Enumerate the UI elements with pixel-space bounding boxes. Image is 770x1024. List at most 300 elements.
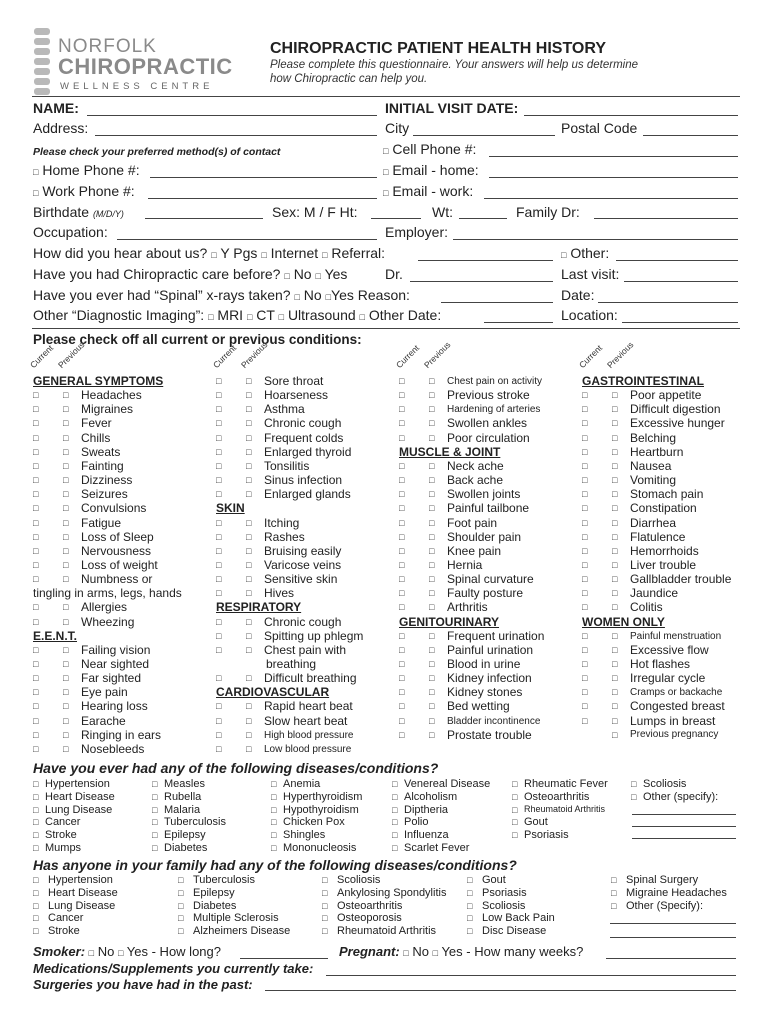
current-checkbox[interactable]: □ (399, 545, 405, 556)
disease-checkbox[interactable]: □ (152, 791, 158, 802)
previous-checkbox[interactable]: □ (612, 574, 618, 585)
previous-checkbox[interactable]: □ (63, 404, 69, 415)
chiro-yes-checkbox[interactable]: □ (315, 271, 321, 281)
disease-checkbox[interactable]: □ (631, 779, 637, 789)
previous-checkbox[interactable]: □ (63, 729, 69, 740)
disease-checkbox[interactable]: □ (33, 817, 39, 828)
previous-checkbox[interactable]: □ (612, 687, 618, 698)
current-checkbox[interactable]: □ (33, 545, 39, 556)
previous-checkbox[interactable]: □ (429, 559, 435, 570)
current-checkbox[interactable]: □ (33, 602, 39, 613)
previous-checkbox[interactable]: □ (246, 588, 252, 599)
current-checkbox[interactable]: □ (216, 418, 222, 429)
smoker-yes-checkbox[interactable]: □ (117, 948, 124, 958)
previous-checkbox[interactable]: □ (429, 390, 435, 401)
disease-checkbox[interactable]: □ (512, 817, 518, 828)
previous-checkbox[interactable]: □ (63, 432, 69, 443)
current-checkbox[interactable]: □ (33, 715, 39, 726)
other-specify-line-3[interactable] (632, 838, 736, 839)
previous-checkbox[interactable]: □ (246, 545, 252, 556)
smoker-duration-field[interactable] (240, 958, 328, 959)
previous-checkbox[interactable]: □ (612, 644, 618, 655)
medications-field[interactable] (326, 975, 736, 976)
name-field[interactable] (87, 115, 377, 116)
current-checkbox[interactable]: □ (582, 715, 588, 726)
family-checkbox[interactable]: □ (322, 913, 328, 924)
previous-checkbox[interactable]: □ (63, 460, 69, 471)
previous-checkbox[interactable]: □ (429, 545, 435, 556)
family-checkbox[interactable]: □ (178, 887, 184, 898)
current-checkbox[interactable]: □ (399, 644, 405, 655)
disease-checkbox[interactable]: □ (512, 830, 518, 841)
current-checkbox[interactable]: □ (399, 574, 405, 585)
current-checkbox[interactable]: □ (33, 574, 39, 585)
current-checkbox[interactable]: □ (399, 418, 405, 429)
imaging-date-field[interactable] (484, 322, 553, 323)
previous-checkbox[interactable]: □ (63, 673, 69, 684)
current-checkbox[interactable]: □ (582, 446, 588, 457)
current-checkbox[interactable]: □ (399, 376, 405, 386)
previous-checkbox[interactable]: □ (246, 404, 252, 415)
previous-checkbox[interactable]: □ (429, 489, 435, 500)
previous-checkbox[interactable]: □ (63, 659, 69, 669)
current-checkbox[interactable]: □ (216, 517, 222, 528)
current-checkbox[interactable]: □ (582, 404, 588, 415)
previous-checkbox[interactable]: □ (429, 503, 435, 514)
disease-checkbox[interactable]: □ (271, 843, 277, 853)
current-checkbox[interactable]: □ (216, 460, 222, 471)
previous-checkbox[interactable]: □ (63, 701, 69, 712)
current-checkbox[interactable]: □ (399, 489, 405, 500)
occupation-field[interactable] (117, 239, 377, 240)
previous-checkbox[interactable]: □ (63, 644, 69, 655)
current-checkbox[interactable]: □ (216, 475, 222, 486)
previous-checkbox[interactable]: □ (246, 390, 252, 401)
current-checkbox[interactable]: □ (33, 687, 39, 698)
weight-field[interactable] (459, 218, 507, 219)
current-checkbox[interactable]: □ (33, 503, 39, 514)
xrays-date-field[interactable] (598, 302, 738, 303)
current-checkbox[interactable]: □ (399, 602, 405, 613)
previous-checkbox[interactable]: □ (612, 602, 618, 613)
family-checkbox[interactable]: □ (178, 926, 184, 937)
yellow-pages-checkbox[interactable]: □ (211, 250, 217, 260)
disease-checkbox[interactable]: □ (512, 804, 518, 815)
current-checkbox[interactable]: □ (33, 418, 39, 429)
current-checkbox[interactable]: □ (33, 489, 39, 500)
disease-checkbox[interactable]: □ (392, 804, 398, 815)
family-checkbox[interactable]: □ (467, 875, 473, 885)
other-source-field[interactable] (616, 260, 738, 261)
current-checkbox[interactable]: □ (582, 644, 588, 655)
disease-checkbox[interactable]: □ (512, 779, 518, 789)
current-checkbox[interactable]: □ (582, 517, 588, 528)
previous-checkbox[interactable]: □ (246, 715, 252, 726)
previous-checkbox[interactable]: □ (429, 701, 435, 712)
employer-field[interactable] (453, 239, 738, 240)
initial-visit-field[interactable] (524, 115, 738, 116)
previous-checkbox[interactable]: □ (246, 616, 252, 627)
work-phone-checkbox[interactable]: □ (33, 188, 39, 198)
previous-checkbox[interactable]: □ (63, 489, 69, 500)
current-checkbox[interactable]: □ (399, 659, 405, 669)
current-checkbox[interactable]: □ (582, 418, 588, 429)
current-checkbox[interactable]: □ (216, 644, 222, 655)
email-home-checkbox[interactable]: □ (383, 167, 389, 177)
family-checkbox[interactable]: □ (178, 900, 184, 911)
disease-checkbox[interactable]: □ (33, 791, 39, 802)
disease-checkbox[interactable]: □ (152, 830, 158, 841)
current-checkbox[interactable]: □ (33, 644, 39, 655)
current-checkbox[interactable]: □ (582, 588, 588, 599)
previous-checkbox[interactable]: □ (246, 418, 252, 429)
previous-checkbox[interactable]: □ (429, 376, 435, 386)
email-home-field[interactable] (489, 177, 738, 178)
address-field[interactable] (95, 135, 377, 136)
previous-checkbox[interactable]: □ (246, 743, 252, 754)
current-checkbox[interactable]: □ (216, 729, 222, 740)
previous-checkbox[interactable]: □ (63, 475, 69, 486)
previous-checkbox[interactable]: □ (63, 531, 69, 542)
postal-code-field[interactable] (643, 135, 738, 136)
current-checkbox[interactable]: □ (33, 475, 39, 486)
previous-checkbox[interactable]: □ (612, 475, 618, 486)
previous-checkbox[interactable]: □ (612, 460, 618, 471)
previous-checkbox[interactable]: □ (429, 517, 435, 528)
current-checkbox[interactable]: □ (216, 376, 222, 386)
previous-checkbox[interactable]: □ (63, 418, 69, 429)
previous-checkbox[interactable]: □ (429, 673, 435, 684)
current-checkbox[interactable]: □ (216, 701, 222, 712)
previous-checkbox[interactable]: □ (246, 489, 252, 500)
current-checkbox[interactable]: □ (33, 404, 39, 415)
previous-checkbox[interactable]: □ (246, 701, 252, 712)
current-checkbox[interactable]: □ (33, 616, 39, 627)
current-checkbox[interactable]: □ (582, 673, 588, 684)
current-checkbox[interactable]: □ (33, 460, 39, 471)
previous-checkbox[interactable]: □ (429, 644, 435, 655)
current-checkbox[interactable]: □ (582, 390, 588, 401)
previous-checkbox[interactable]: □ (612, 390, 618, 401)
family-checkbox[interactable]: □ (611, 900, 617, 911)
current-checkbox[interactable]: □ (582, 489, 588, 500)
current-checkbox[interactable]: □ (216, 390, 222, 401)
disease-checkbox[interactable]: □ (33, 804, 39, 815)
current-checkbox[interactable]: □ (216, 446, 222, 457)
family-checkbox[interactable]: □ (467, 887, 473, 898)
previous-checkbox[interactable]: □ (63, 687, 69, 698)
previous-checkbox[interactable]: □ (246, 673, 252, 684)
surgeries-field[interactable] (265, 990, 736, 991)
previous-checkbox[interactable]: □ (612, 559, 618, 570)
disease-checkbox[interactable]: □ (271, 804, 277, 815)
current-checkbox[interactable]: □ (582, 475, 588, 486)
other-specify-line-1[interactable] (632, 814, 736, 815)
family-checkbox[interactable]: □ (178, 913, 184, 924)
family-checkbox[interactable]: □ (611, 875, 617, 885)
current-checkbox[interactable]: □ (399, 531, 405, 542)
condition-label: Knee pain (447, 543, 502, 558)
ultrasound-checkbox[interactable]: □ (278, 312, 285, 322)
family-checkbox[interactable]: □ (33, 887, 39, 898)
pregnant-yes-checkbox[interactable]: □ (432, 948, 439, 958)
disease-checkbox[interactable]: □ (152, 843, 158, 853)
previous-checkbox[interactable]: □ (429, 602, 435, 613)
previous-checkbox[interactable]: □ (612, 418, 618, 429)
current-checkbox[interactable]: □ (399, 475, 405, 486)
email-work-field[interactable] (484, 198, 738, 199)
current-checkbox[interactable]: □ (399, 687, 405, 698)
current-checkbox[interactable]: □ (216, 574, 222, 585)
current-checkbox[interactable]: □ (399, 390, 405, 401)
previous-checkbox[interactable]: □ (612, 489, 618, 500)
other-source-checkbox[interactable]: □ (561, 250, 567, 260)
previous-checkbox[interactable]: □ (429, 687, 435, 698)
family-checkbox[interactable]: □ (467, 900, 473, 911)
disease-checkbox[interactable]: □ (631, 791, 637, 802)
height-field[interactable] (371, 218, 421, 219)
disease-checkbox[interactable]: □ (392, 779, 398, 789)
previous-checkbox[interactable]: □ (246, 729, 252, 740)
family-checkbox[interactable]: □ (33, 913, 39, 924)
family-checkbox[interactable]: □ (467, 913, 473, 924)
current-checkbox[interactable]: □ (216, 559, 222, 570)
xrays-reason-field[interactable] (441, 302, 553, 303)
previous-checkbox[interactable]: □ (246, 531, 252, 542)
current-checkbox[interactable]: □ (33, 673, 39, 684)
current-checkbox[interactable]: □ (216, 630, 222, 641)
disease-checkbox[interactable]: □ (33, 843, 39, 853)
family-condition-label: Ankylosing Spondylitis (337, 886, 447, 899)
family-checkbox[interactable]: □ (322, 887, 328, 898)
family-other-line-2[interactable] (610, 937, 736, 938)
ct-checkbox[interactable]: □ (246, 312, 253, 322)
current-checkbox[interactable]: □ (33, 517, 39, 528)
disease-checkbox[interactable]: □ (392, 843, 398, 853)
previous-checkbox[interactable]: □ (246, 376, 252, 386)
previous-checkbox[interactable]: □ (429, 588, 435, 599)
previous-checkbox[interactable]: □ (63, 446, 69, 457)
referral-checkbox[interactable]: □ (322, 250, 328, 260)
current-checkbox[interactable]: □ (399, 729, 405, 740)
xrays-yes-checkbox[interactable]: □ (325, 292, 332, 302)
previous-checkbox[interactable]: □ (612, 517, 618, 528)
current-checkbox[interactable]: □ (582, 687, 588, 698)
family-checkbox[interactable]: □ (33, 900, 39, 911)
disease-checkbox[interactable]: □ (271, 779, 277, 789)
previous-checkbox[interactable]: □ (246, 446, 252, 457)
pregnant-no-checkbox[interactable]: □ (403, 948, 409, 958)
imaging-other-checkbox[interactable]: □ (359, 312, 365, 322)
current-checkbox[interactable]: □ (582, 630, 588, 641)
disease-checkbox[interactable]: □ (152, 804, 158, 815)
current-checkbox[interactable]: □ (216, 616, 222, 627)
previous-checkbox[interactable]: □ (612, 715, 618, 726)
imaging-location-field[interactable] (622, 322, 738, 323)
last-visit-field[interactable] (624, 281, 738, 282)
city-field[interactable] (413, 135, 555, 136)
previous-checkbox[interactable]: □ (612, 432, 618, 443)
previous-checkbox[interactable]: □ (246, 432, 252, 443)
current-checkbox[interactable]: □ (399, 673, 405, 684)
previous-checkbox[interactable]: □ (429, 574, 435, 585)
previous-checkbox[interactable]: □ (246, 574, 252, 585)
initial-visit-label: INITIAL VISIT DATE: (385, 100, 519, 116)
previous-checkbox[interactable]: □ (429, 659, 435, 669)
previous-checkbox[interactable]: □ (246, 630, 252, 641)
current-checkbox[interactable]: □ (399, 630, 405, 641)
previous-checkbox[interactable]: □ (63, 503, 69, 514)
chiro-no-checkbox[interactable]: □ (284, 271, 290, 281)
referral-field[interactable] (418, 260, 553, 261)
current-checkbox[interactable]: □ (216, 673, 222, 684)
family-checkbox[interactable]: □ (611, 887, 617, 898)
current-checkbox[interactable]: □ (33, 390, 39, 401)
previous-checkbox[interactable]: □ (429, 418, 435, 429)
previous-checkbox[interactable]: □ (63, 574, 69, 585)
disease-checkbox[interactable]: □ (392, 791, 398, 802)
current-checkbox[interactable]: □ (399, 559, 405, 570)
current-checkbox[interactable]: □ (582, 531, 588, 542)
previous-checkbox[interactable]: □ (63, 517, 69, 528)
previous-checkbox[interactable]: □ (246, 475, 252, 486)
home-phone-field[interactable] (150, 177, 377, 178)
email-work-checkbox[interactable]: □ (383, 188, 389, 198)
work-phone-field[interactable] (148, 198, 377, 199)
birthdate-field[interactable] (145, 218, 263, 219)
family-checkbox[interactable]: □ (322, 926, 328, 937)
family-other-line-1[interactable] (610, 923, 736, 924)
current-checkbox[interactable]: □ (399, 517, 405, 528)
previous-checkbox[interactable]: □ (429, 460, 435, 471)
current-checkbox[interactable]: □ (33, 743, 39, 754)
xrays-no-checkbox[interactable]: □ (294, 292, 300, 302)
current-checkbox[interactable]: □ (399, 503, 405, 514)
previous-checkbox[interactable]: □ (63, 390, 69, 401)
mri-checkbox[interactable]: □ (208, 312, 214, 322)
family-dr-field[interactable] (594, 218, 738, 219)
previous-checkbox[interactable]: □ (63, 616, 69, 627)
current-checkbox[interactable]: □ (582, 545, 588, 556)
disease-checkbox[interactable]: □ (33, 779, 39, 789)
current-checkbox[interactable]: □ (399, 701, 405, 712)
pregnant-weeks-field[interactable] (606, 958, 736, 959)
previous-checkbox[interactable]: □ (246, 460, 252, 471)
family-checkbox[interactable]: □ (322, 900, 328, 911)
cell-phone-checkbox[interactable]: □ (383, 146, 389, 156)
current-checkbox[interactable]: □ (582, 559, 588, 570)
previous-checkbox[interactable]: □ (429, 715, 435, 726)
current-checkbox[interactable]: □ (582, 659, 588, 669)
current-checkbox[interactable]: □ (582, 432, 588, 443)
previous-checkbox[interactable]: □ (246, 517, 252, 528)
previous-checkbox[interactable]: □ (612, 701, 618, 712)
current-checkbox[interactable]: □ (216, 545, 222, 556)
current-checkbox[interactable]: □ (216, 531, 222, 542)
previous-checkbox[interactable]: □ (612, 630, 618, 641)
current-checkbox[interactable]: □ (399, 715, 405, 726)
cell-phone-field[interactable] (489, 156, 738, 157)
disease-checkbox[interactable]: □ (392, 817, 398, 828)
previous-checkbox[interactable]: □ (612, 659, 618, 669)
dr-field[interactable] (410, 281, 553, 282)
disease-checkbox[interactable]: □ (392, 830, 398, 841)
family-checkbox[interactable]: □ (467, 926, 473, 937)
family-checkbox[interactable]: □ (33, 875, 39, 885)
current-checkbox[interactable]: □ (33, 531, 39, 542)
previous-checkbox[interactable]: □ (612, 673, 618, 684)
previous-checkbox[interactable]: □ (429, 531, 435, 542)
disease-checkbox[interactable]: □ (512, 791, 518, 802)
home-phone-checkbox[interactable]: □ (33, 167, 39, 177)
disease-checkbox[interactable]: □ (33, 830, 39, 841)
previous-checkbox[interactable]: □ (63, 602, 69, 613)
current-checkbox[interactable]: □ (582, 460, 588, 471)
current-checkbox[interactable]: □ (33, 659, 39, 669)
smoker-no-checkbox[interactable]: □ (88, 948, 95, 958)
previous-checkbox[interactable]: □ (612, 503, 618, 514)
previous-checkbox[interactable]: □ (612, 729, 618, 740)
previous-checkbox[interactable]: □ (429, 432, 435, 443)
family-checkbox[interactable]: □ (33, 926, 39, 937)
current-checkbox[interactable]: □ (399, 432, 405, 443)
previous-checkbox[interactable]: □ (63, 545, 69, 556)
current-checkbox[interactable]: □ (33, 729, 39, 740)
previous-checkbox[interactable]: □ (612, 588, 618, 599)
internet-checkbox[interactable]: □ (261, 250, 267, 260)
previous-checkbox[interactable]: □ (612, 446, 618, 457)
disease-checkbox[interactable]: □ (152, 817, 158, 828)
current-checkbox[interactable]: □ (33, 701, 39, 712)
current-checkbox[interactable]: □ (216, 743, 222, 754)
current-checkbox[interactable]: □ (582, 701, 588, 712)
previous-checkbox[interactable]: □ (63, 743, 69, 754)
previous-checkbox[interactable]: □ (612, 404, 618, 415)
previous-checkbox[interactable]: □ (429, 729, 435, 740)
current-checkbox[interactable]: □ (216, 432, 222, 443)
current-checkbox[interactable]: □ (216, 588, 222, 599)
other-specify-line-2[interactable] (632, 826, 736, 827)
current-checkbox[interactable]: □ (216, 489, 222, 500)
current-checkbox[interactable]: □ (33, 446, 39, 457)
disease-checkbox[interactable]: □ (271, 791, 277, 802)
disease-checkbox[interactable]: □ (271, 817, 277, 828)
current-checkbox[interactable]: □ (399, 460, 405, 471)
current-checkbox[interactable]: □ (399, 588, 405, 599)
previous-checkbox[interactable]: □ (246, 644, 252, 655)
current-checkbox[interactable]: □ (33, 559, 39, 570)
previous-checkbox[interactable]: □ (429, 630, 435, 641)
previous-checkbox[interactable]: □ (246, 559, 252, 570)
previous-checkbox[interactable]: □ (63, 559, 69, 570)
previous-checkbox[interactable]: □ (63, 715, 69, 726)
current-checkbox[interactable]: □ (216, 715, 222, 726)
disease-checkbox[interactable]: □ (152, 779, 158, 789)
current-checkbox[interactable]: □ (582, 602, 588, 613)
current-checkbox[interactable]: □ (582, 503, 588, 514)
current-checkbox[interactable]: □ (33, 432, 39, 443)
previous-checkbox[interactable]: □ (612, 545, 618, 556)
family-checkbox[interactable]: □ (178, 875, 184, 885)
previous-checkbox[interactable]: □ (612, 531, 618, 542)
current-checkbox[interactable]: □ (399, 404, 405, 415)
family-checkbox[interactable]: □ (322, 875, 328, 885)
current-checkbox[interactable]: □ (582, 574, 588, 585)
disease-checkbox[interactable]: □ (271, 830, 277, 841)
previous-checkbox[interactable]: □ (429, 404, 435, 415)
current-checkbox[interactable]: □ (216, 404, 222, 415)
previous-checkbox[interactable]: □ (429, 475, 435, 486)
